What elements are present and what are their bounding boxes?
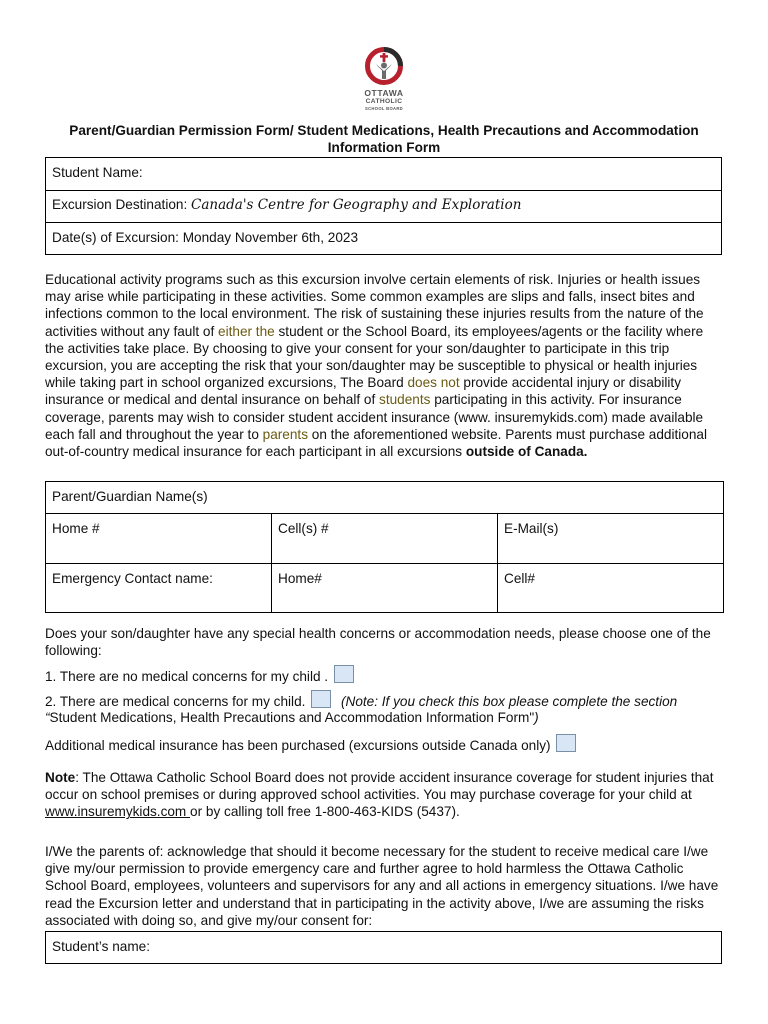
cell-phone-cell[interactable] [272, 514, 498, 564]
home-phone-label: Home # [52, 521, 100, 536]
note-open-quote: “ [45, 710, 50, 725]
logo-text-school-board: SCHOOL BOARD [365, 106, 403, 111]
destination-row [46, 190, 721, 222]
risk-text-highlight: either the [218, 323, 275, 339]
option-medical-note-cont [45, 709, 735, 726]
guardian-contact-table [45, 481, 724, 613]
risk-paragraph [45, 271, 725, 460]
date-row [46, 222, 721, 254]
emergency-home-cell[interactable] [272, 564, 498, 613]
note-paragraph [45, 769, 725, 821]
form-title: Parent/Guardian Permission Form/ Student Medications, Health Precautions and Accommodation Information Form [69, 123, 699, 155]
insuremykids-link[interactable]: www.insuremykids.com [45, 804, 191, 820]
emergency-contact-cell[interactable] [46, 564, 272, 613]
emergency-home-label: Home# [278, 571, 322, 586]
option-insurance-label: Additional medical insurance has been purchased (excursions outside Canada only) [45, 738, 551, 753]
risk-text: on the aforementioned website. Parents must purchase additional out-of-country medical insurance for each participant in all excursions [45, 426, 707, 460]
risk-text: participating in this activity. For insurance coverage, parents may wish to consider student accident insurance (www. insuremykids.com) made available each fall and throughout the year to [45, 392, 704, 442]
emergency-contact-label: Emergency Contact name: [52, 571, 213, 586]
date-label: Date(s) of Excursion: [52, 230, 179, 245]
risk-text: provide accidental injury or disability insurance or medical and dental insurance on behalf of [45, 375, 681, 408]
guardian-names-cell[interactable] [46, 482, 724, 514]
emergency-cell-label: Cell# [504, 571, 535, 586]
option-no-concerns-label: 1. There are no medical concerns for my child . [45, 669, 329, 684]
guardian-names-label: Parent/Guardian Name(s) [52, 489, 208, 504]
option-no-concerns [45, 665, 735, 685]
student-name-row[interactable] [46, 158, 721, 190]
note-text: : The Ottawa Catholic School Board does not provide accident insurance coverage for student injuries that occur on school premises or during approved school activities. You may purchase coverage for your child at [45, 770, 714, 803]
emergency-cell-cell[interactable] [498, 564, 724, 613]
home-phone-cell[interactable] [46, 514, 272, 564]
insurance-checkbox[interactable] [556, 734, 576, 752]
medical-concerns-checkbox[interactable] [311, 690, 331, 708]
consent-paragraph: I/We the parents of: acknowledge that should it become necessary for the student to receive medical care I/we give my/our permission to provide emergency care and further agree to hold harmless the Ottawa Catholic School Board, employees, volunteers and supervisors for any and all actions in emergency situations. I/we have read the Excursion letter and understand that in participating in the activity above, I/we are assuming the risks associated with doing so, and give my/our consent for: [45, 844, 719, 928]
student-name-consent-row[interactable] [46, 932, 721, 963]
risk-text-highlight: does not [407, 375, 460, 391]
risk-text: student or the School Board, its employees/agents or the facility where the activities take place. By choosing to give your consent for your son/daughter to participate in this trip excursion, you are accepting the risk that your son/daughter may be susceptible to physical or health injuries while taking part in school organized excursions, The Board [45, 323, 704, 391]
student-name-consent-box[interactable] [45, 931, 722, 964]
cell-phone-label: Cell(s) # [278, 521, 329, 536]
option-medical-concerns [45, 690, 735, 710]
date-value: Monday November 6th, 2023 [182, 230, 359, 245]
student-name-consent-label: Student’s name: [52, 939, 150, 954]
student-name-label: Student Name: [52, 165, 143, 180]
ocsb-logo [355, 46, 413, 120]
excursion-info-table [45, 157, 722, 255]
email-label: E-Mail(s) [504, 521, 559, 536]
note-form-name: Student Medications, Health Precautions and Accommodation Information Form" [49, 710, 535, 725]
risk-text-highlight: students [379, 392, 431, 408]
health-question: Does your son/daughter have any special health concerns or accommodation needs, please choose one of the following: [45, 626, 711, 659]
note-text-phone: or by calling toll free 1-800-463-KIDS (5437). [190, 804, 460, 820]
destination-value: Canada's Centre for Geography and Exploration [191, 197, 522, 213]
logo-text-catholic: CATHOLIC [365, 98, 403, 105]
option-insurance [45, 734, 735, 754]
no-concerns-checkbox[interactable] [334, 665, 354, 683]
option-medical-note: (Note: If you check this box please complete the section [340, 694, 678, 709]
option-medical-concerns-label: 2. There are medical concerns for my child. [45, 694, 306, 709]
logo-text-ottawa: OTTAWA [364, 88, 404, 98]
risk-text: Educational activity programs such as this excursion involve certain elements of risk. Injuries or health issues may arise while participating in these activities. Some common examples are slips and falls, insect bites and infections common to the local environment. The risk of sustaining these injuries results from the nature of the activities without any fault of [45, 272, 704, 339]
destination-label: Excursion Destination: [52, 197, 188, 212]
email-cell[interactable] [498, 514, 724, 564]
ocsb-logo-emblem-icon [364, 46, 404, 88]
note-label: Note [45, 770, 76, 785]
risk-text-bold: outside of Canada. [465, 444, 588, 460]
note-close-paren: ) [534, 710, 539, 725]
risk-text-highlight: parents [262, 426, 308, 442]
